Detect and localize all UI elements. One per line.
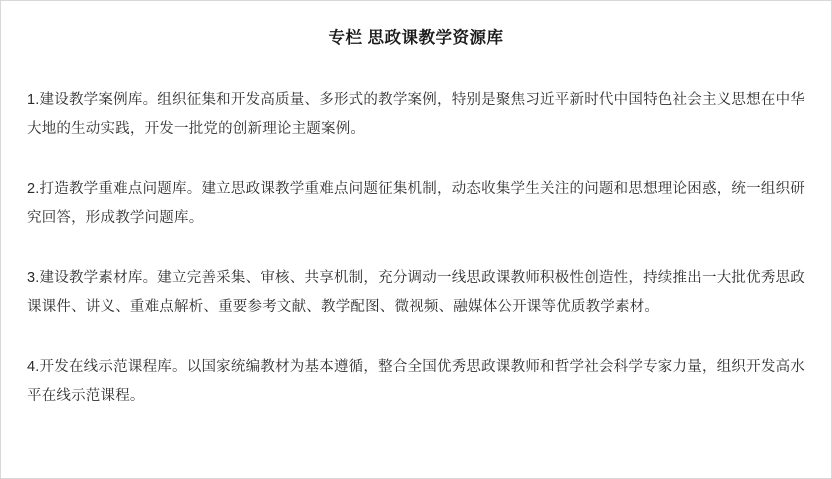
paragraph-4: 4.开发在线示范课程库。以国家统编教材为基本遵循，整合全国优秀思政课教师和哲学社会科学专家力量，组织开发高水平在线示范课程。 [27, 359, 805, 405]
document-body [27, 86, 805, 411]
paragraph-2: 2.打造教学重难点问题库。建立思政课教学重难点问题征集机制，动态收集学生关注的问题和思想理论困惑，统一组织研究回答，形成教学问题库。 [27, 181, 805, 227]
paragraph-3: 3.建设教学素材库。建立完善采集、审核、共享机制，充分调动一线思政课教师积极性创造性，持续推出一大批优秀思政课课件、讲义、重难点解析、重要参考文献、教学配图、微视频、融媒体公开课等优质教学素材。 [27, 270, 805, 316]
paragraph-1: 1.建设教学案例库。组织征集和开发高质量、多形式的教学案例，特别是聚焦习近平新时代中国特色社会主义思想在中华大地的生动实践，开发一批党的创新理论主题案例。 [27, 92, 805, 138]
page-title: 专栏 思政课教学资源库 [328, 29, 504, 47]
